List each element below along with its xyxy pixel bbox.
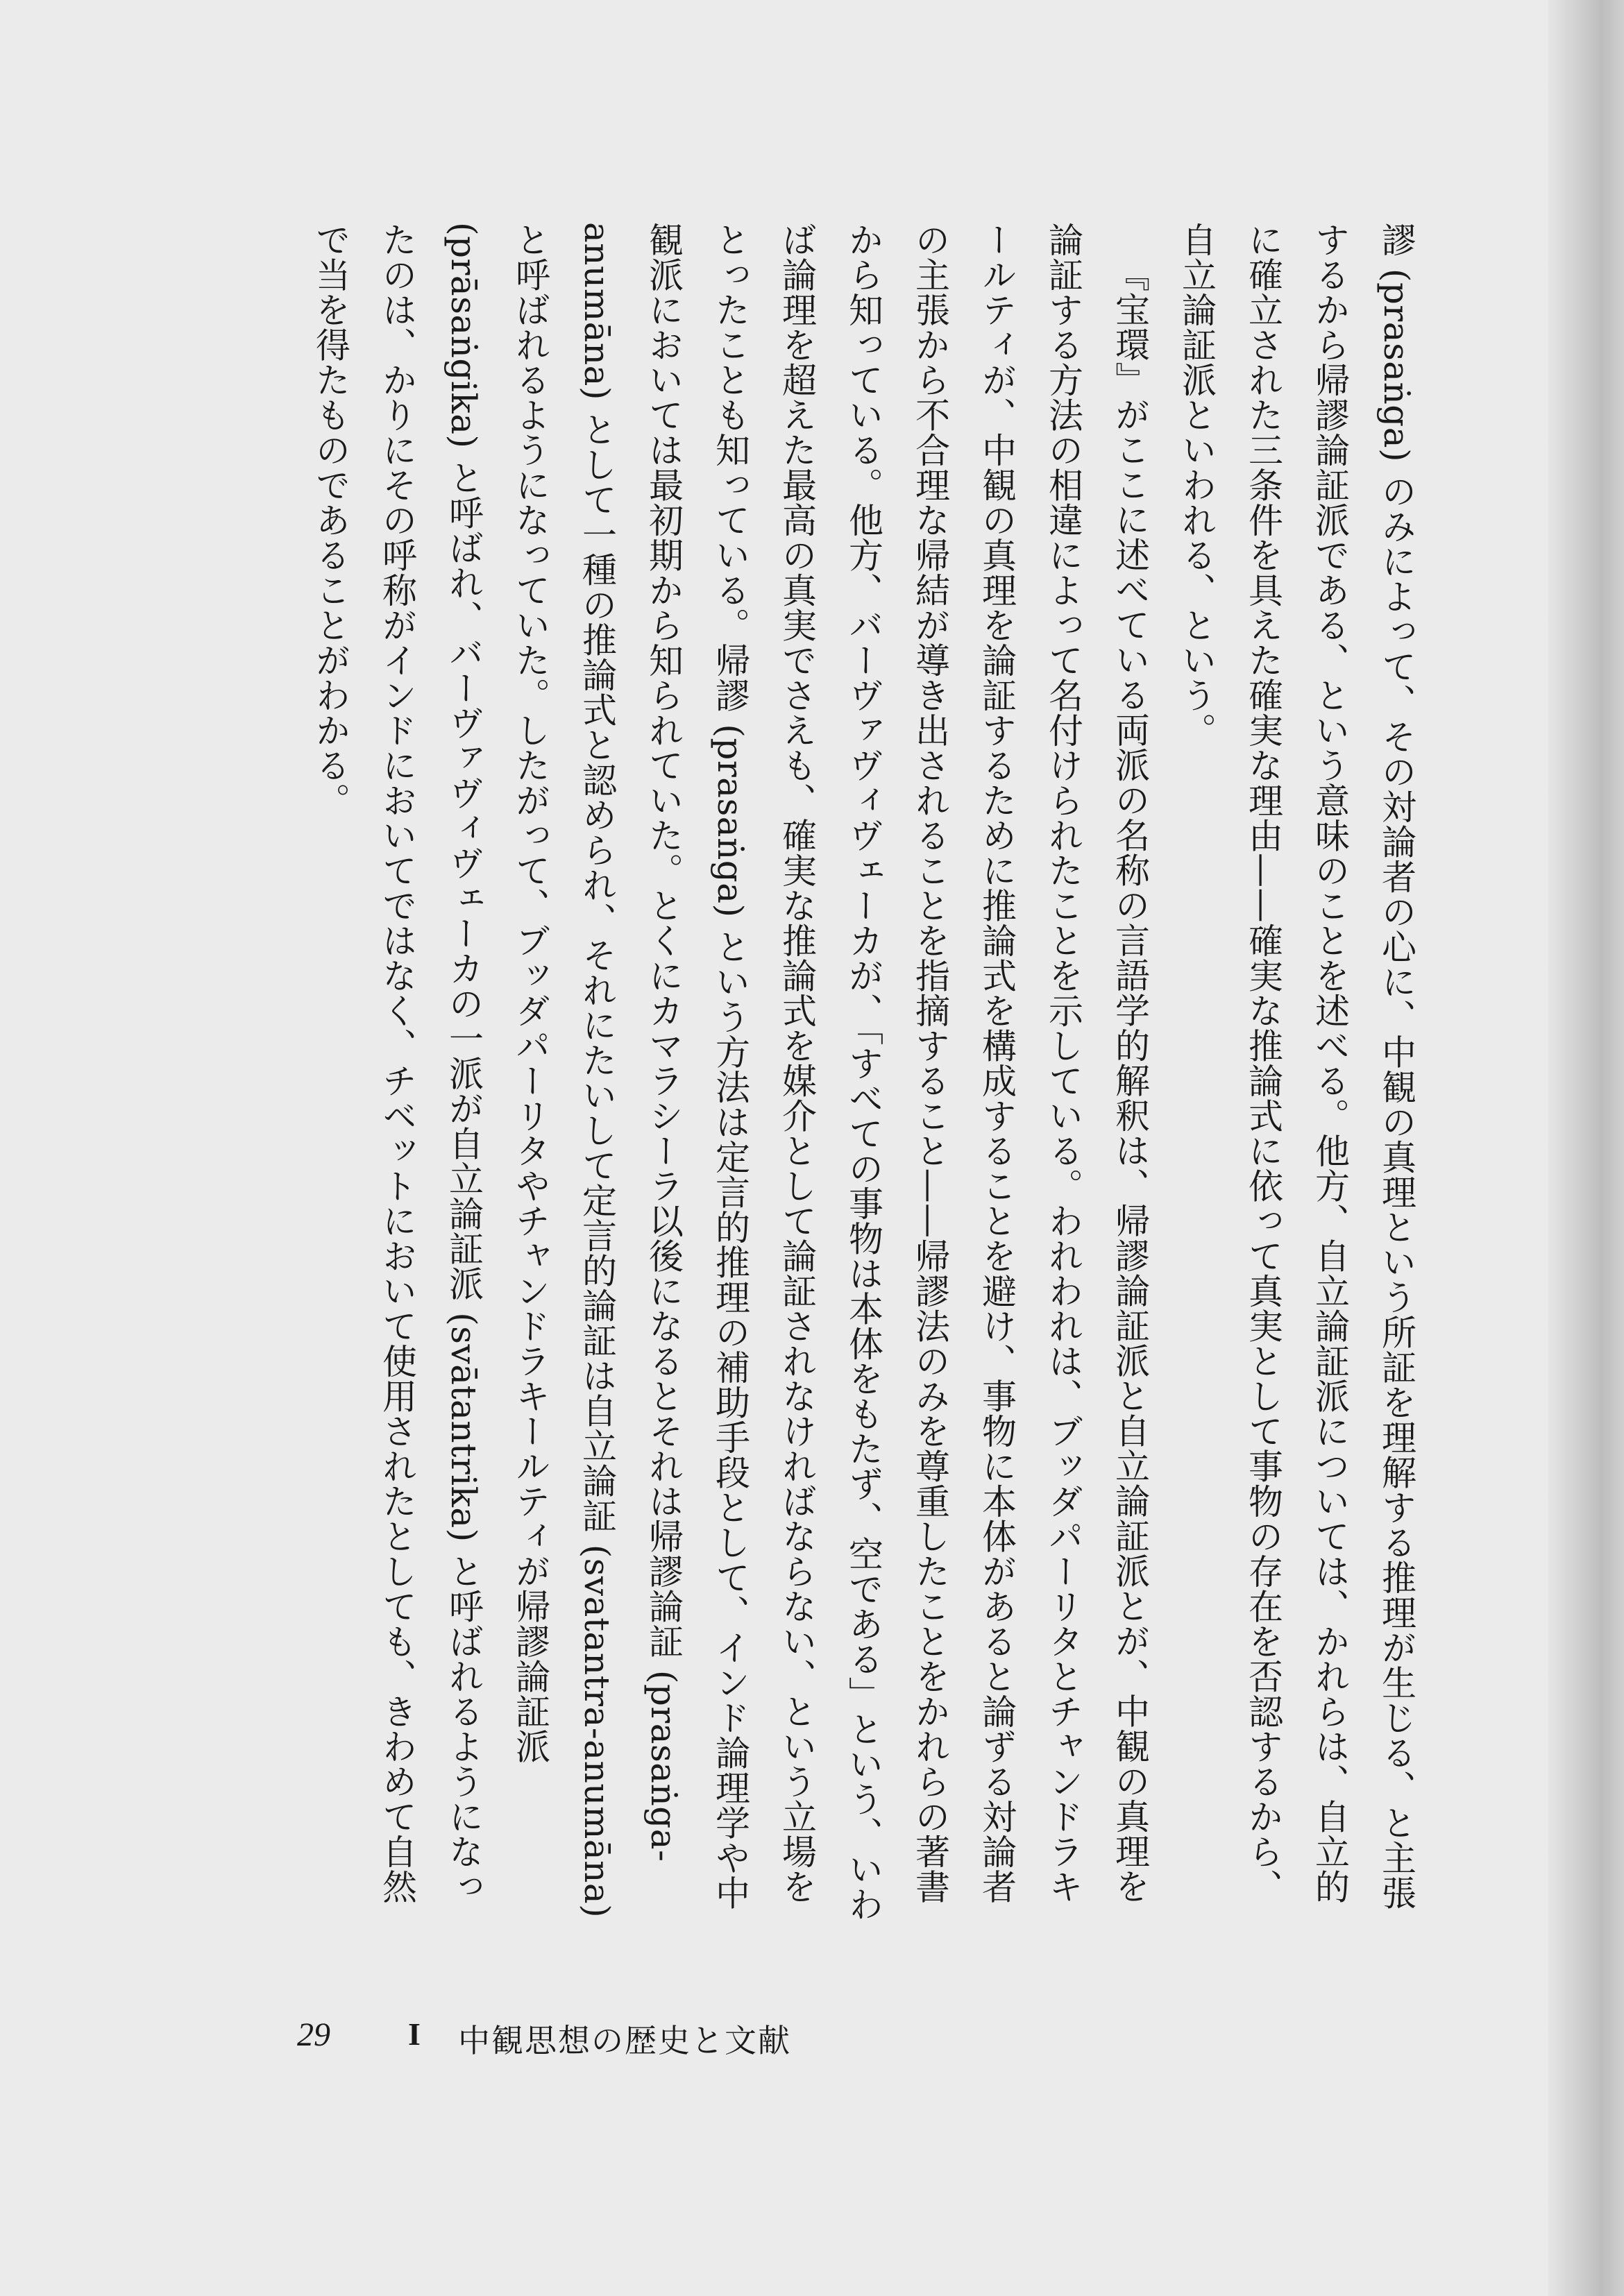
page-number: 29 [297, 2016, 330, 2053]
page-footer [0, 2016, 1624, 2064]
running-title: 中観思想の歴史と文献 [458, 2022, 791, 2059]
scanned-page-edge [1548, 0, 1624, 2296]
body-text [297, 222, 1430, 1936]
part-number: I [408, 2016, 421, 2052]
paragraph-2: 『宝環』がここに述べている両派の名称の言語学的解釈は、帰謬論証派と自立論証派とが、中観の真理を論証する方法の相違によって名付けられたことを示している。われわれは、ブッダパーリタとチャンドラキールティが、中観の真理を論証するために推論式を構成することを避け、事物に本体があると論ずる対論者の主張から不合理な帰結が導き出されることを指摘すること——帰謬法のみを尊重したことをかれらの著書から知っている。他方、バーヴァヴィヴェーカが、「すべての事物は本体をもたず、空である」という、いわば論理を超えた最高の真実でさえも、確実な推論式を媒介として論証されなければならない、という立場をとったことも知っている。帰謬 (prasaṅga) という方法は定言的推理の補助手段として、インド論理学や中観派においては最初期から知られていた。とくにカマラシーラ以後になるとそれは帰謬論証 (prasaṅga-anumāna) として一種の推論式と認められ、それにたいして定言的論証は自立論証 (svatantra-anumāna) と呼ばれるようになっていた。したがって、ブッダパーリタやチャンドラキールティが帰謬論証派 (prāsaṅgika) と呼ばれ、バーヴァヴィヴェーカの一派が自立論証派 (svātantrika) と呼ばれるようになったのは、かりにその呼称がインドにおいてではなく、チベットにおいて使用されたとしても、きわめて自然で当を得たものであることがわかる。 [310, 222, 1150, 1922]
paragraph-1: 謬 (prasaṅga) のみによって、その対論者の心に、中観の真理という所証を理解する推理が生じる、と主張するから帰謬論証派である、という意味のことを述べる。他方、自立論証派については、かれらは、自立的に確立された三条件を具えた確実な理由——確実な推論式に依って真実として事物の存在を否認するから、自立論証派といわれる、という。 [1176, 222, 1416, 1911]
